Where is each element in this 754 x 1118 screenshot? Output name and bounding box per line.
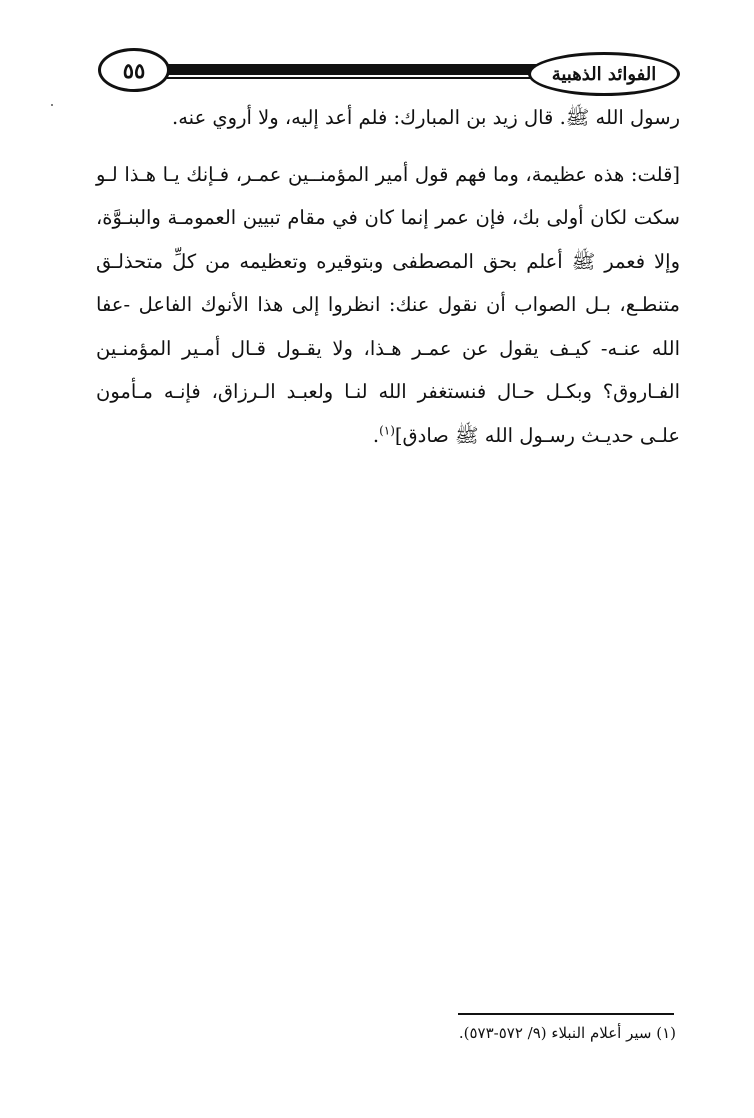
opening-line: رسول الله ﷺ. قال زيد بن المبارك: فلم أعد إليه، ولا أروي عنه.: [172, 106, 680, 129]
footnote: (١) سير أعلام النبلاء (٩/ ٥٧٢-٥٧٣).: [458, 1024, 676, 1042]
margin-mark: [51, 104, 53, 106]
footnote-separator: [458, 1013, 674, 1015]
page-header: [98, 46, 680, 98]
header-rule: [138, 64, 540, 75]
book-title: الفوائد الذهبية: [528, 52, 680, 96]
footnote-reference: (١): [379, 423, 395, 437]
main-paragraph-text: [قلت: هذه عظيمة، وما فهم قول أمير المؤمنــين عمـر، فـإنك يـا هـذا لـو سكت لكان أولى بك، فإن عمر إنما كان في مقام تبيين العمومـة والبنـوَّة، وإلا فعمر ﷺ أعلم بحق المصطفى وبتوقيره وتعظيمه من كلِّ متحذلـق متنطـع، بـل الصواب أن نقول عنك: انظروا إلى هذا الأنوك الفاعل -عفا الله عنـه- كيـف يقول عن عمـر هـذا، ولا يقـول قـال أمـير المؤمنـين الفـاروق؟ وبكـل حـال فنستغفر الله لنـا ولعبـد الـرزاق، فإنـه مـأمون علـى حديـث رسـول الله ﷺ صادق]: [96, 162, 680, 447]
page-number: ٥٥: [98, 48, 170, 92]
main-paragraph: [96, 153, 680, 458]
closing-punctuation: .: [372, 423, 380, 447]
header-rule-thin: [138, 77, 540, 79]
body-text: [96, 96, 680, 457]
